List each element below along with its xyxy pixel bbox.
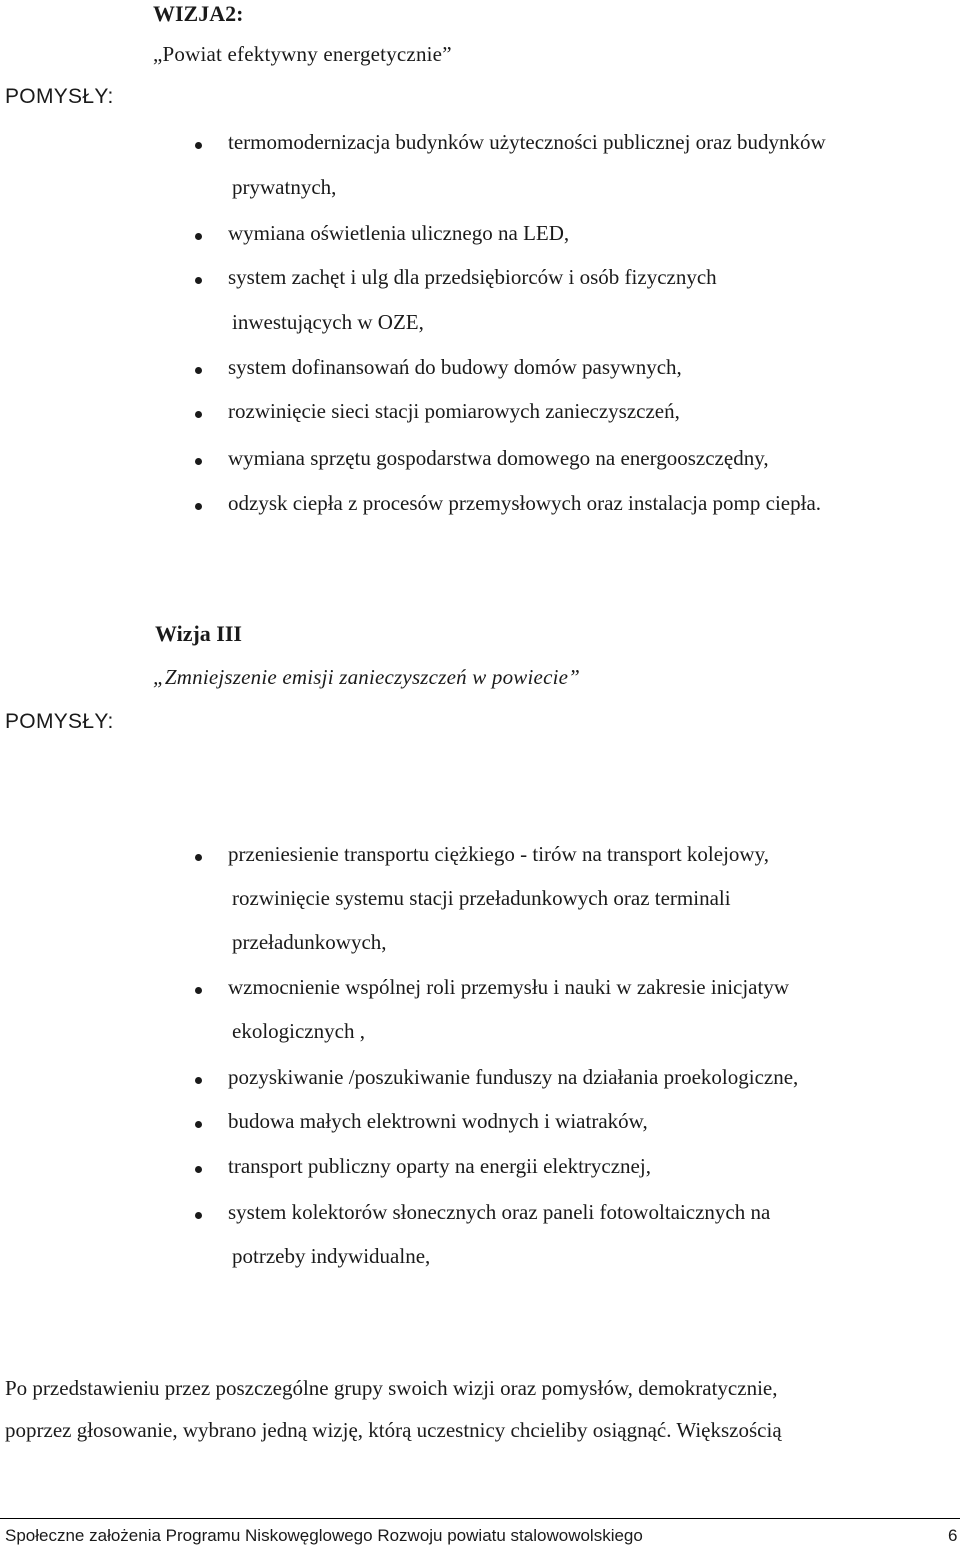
list-item: budowa małych elektrowni wodnych i wiatraków, xyxy=(228,1109,648,1133)
list-item: wymiana oświetlenia ulicznego na LED, xyxy=(228,221,570,245)
vision-2-title: WIZJA2: xyxy=(153,1,244,26)
bullet-icon xyxy=(195,233,202,240)
list-item: wymiana sprzętu gospodarstwa domowego na energooszczędny, xyxy=(228,446,769,470)
bullet-icon xyxy=(195,277,202,284)
list-item: rozwinięcie sieci stacji pomiarowych zanieczyszczeń, xyxy=(228,399,680,423)
list-item: wzmocnienie wspólnej roli przemysłu i nauki w zakresie inicjatyw xyxy=(228,975,790,999)
list-item: system dofinansowań do budowy domów pasywnych, xyxy=(228,355,682,379)
bullet-icon xyxy=(195,854,202,861)
bullet-icon xyxy=(195,503,202,510)
ideas-label: POMYSŁY: xyxy=(5,85,114,108)
list-item-continuation: inwestujących w OZE, xyxy=(232,310,424,334)
list-item: system kolektorów słonecznych oraz paneli fotowoltaicznych na xyxy=(228,1200,771,1224)
bullet-icon xyxy=(195,987,202,994)
list-item: termomodernizacja budynków użyteczności publicznej oraz budynków xyxy=(228,130,826,154)
list-item-continuation: prywatnych, xyxy=(232,175,337,199)
footer-title: Społeczne założenia Programu Niskowęglowego Rozwoju powiatu stalowowolskiego xyxy=(5,1526,643,1545)
vision-2-subtitle: „Powiat efektywny energetycznie” xyxy=(153,42,452,66)
list-item: przeniesienie transportu ciężkiego - tirów na transport kolejowy, xyxy=(228,842,769,866)
bullet-icon xyxy=(195,367,202,374)
list-item-continuation: przeładunkowych, xyxy=(232,930,387,954)
bullet-icon xyxy=(195,458,202,465)
bullet-icon xyxy=(195,1077,202,1084)
paragraph-line: Po przedstawieniu przez poszczególne grupy swoich wizji oraz pomysłów, demokratycznie, xyxy=(5,1376,778,1400)
vision-3-title: Wizja III xyxy=(155,621,242,646)
list-item: pozyskiwanie /poszukiwanie funduszy na działania proekologiczne, xyxy=(228,1065,799,1089)
ideas-label: POMYSŁY: xyxy=(5,710,114,733)
bullet-icon xyxy=(195,411,202,418)
list-item-continuation: ekologicznych , xyxy=(232,1019,365,1043)
list-item: odzysk ciepła z procesów przemysłowych oraz instalacja pomp ciepła. xyxy=(228,491,822,515)
page-number: 6 xyxy=(948,1526,958,1545)
bullet-icon xyxy=(195,1121,202,1128)
paragraph-line: poprzez głosowanie, wybrano jedną wizję, którą uczestnicy chcieliby osiągnąć. Większością xyxy=(5,1418,782,1442)
list-item: system zachęt i ulg dla przedsiębiorców i osób fizycznych xyxy=(228,265,717,289)
list-item-continuation: rozwinięcie systemu stacji przeładunkowych oraz terminali xyxy=(232,886,731,910)
vision-3-subtitle: „Zmniejszenie emisji zanieczyszczeń w powiecie” xyxy=(153,665,581,689)
bullet-icon xyxy=(195,1212,202,1219)
list-item-continuation: potrzeby indywidualne, xyxy=(232,1244,431,1268)
list-item: transport publiczny oparty na energii elektrycznej, xyxy=(228,1154,651,1178)
bullet-icon xyxy=(195,1166,202,1173)
footer-divider xyxy=(0,1518,960,1519)
bullet-icon xyxy=(195,142,202,149)
